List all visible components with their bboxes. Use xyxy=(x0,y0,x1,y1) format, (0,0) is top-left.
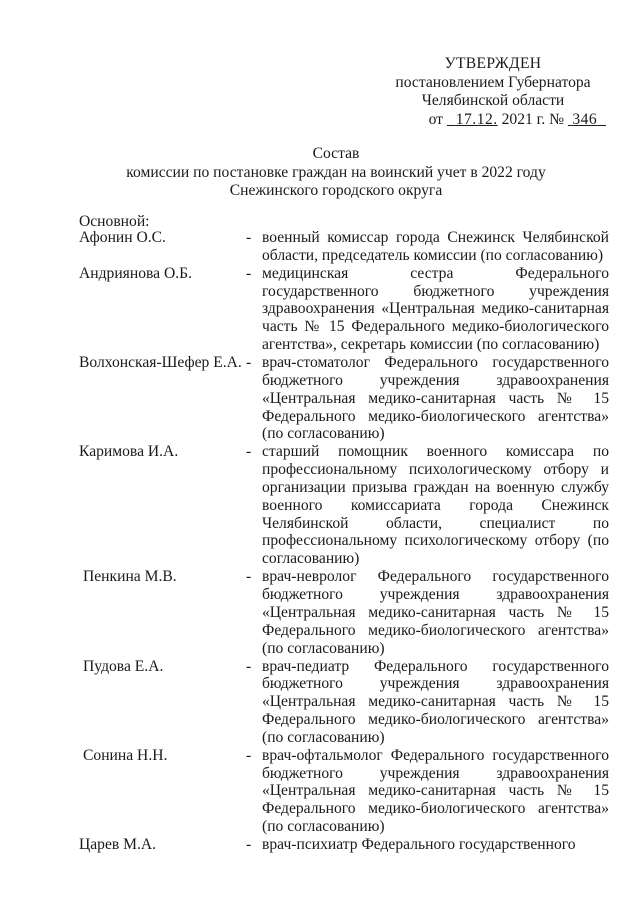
title-line-3: Снежинского городского округа xyxy=(229,182,443,199)
section-label: Основной: xyxy=(79,213,150,230)
member-dash: - xyxy=(246,354,252,372)
member-dash: - xyxy=(246,229,252,246)
member-name: Волхонская-Шефер Е.А. xyxy=(79,354,242,372)
members-list xyxy=(79,229,609,854)
member-dash: - xyxy=(246,746,252,764)
approval-date: 17.12. xyxy=(455,110,498,128)
member-name: Сонина Н.Н. xyxy=(83,746,168,764)
member-role: медицинская сестра Федерального государственного бюджетного учреждения здравоохранения «Центральная медико-санитарная часть № 15 Федерального медико-биологического агентства», секретарь комиссии (по согласованию) xyxy=(262,264,609,354)
member-dash: - xyxy=(246,836,252,854)
member-dash: - xyxy=(246,568,252,586)
approval-line-1: постановлением Губернатора xyxy=(395,73,591,91)
member-row xyxy=(79,568,609,657)
member-row xyxy=(79,265,609,354)
member-role: военный комиссар города Снежинск Челябинской области, председатель комиссии (по согласованию) xyxy=(262,229,609,264)
approval-date-prefix: от xyxy=(428,110,443,128)
member-role: врач-стоматолог Федерального государственного бюджетного учреждения здравоохранения «Центральная медико-санитарная часть № 15 Федерального медико-биологического агентства» (по согласованию) xyxy=(262,354,609,443)
approval-number: 346 xyxy=(572,110,598,128)
member-dash: - xyxy=(246,264,252,282)
approval-line-2: Челябинской области xyxy=(421,92,565,109)
approval-year: 2021 г. № xyxy=(501,110,564,128)
member-role: врач-невролог Федерального государственного бюджетного учреждения здравоохранения «Центральная медико-санитарная часть № 15 Федерального медико-биологического агентства» (по согласованию) xyxy=(262,568,609,657)
approval-stamp xyxy=(380,55,606,129)
member-name: Пудова Е.А. xyxy=(83,657,164,675)
member-dash: - xyxy=(246,657,252,675)
member-name: Андриянова О.Б. xyxy=(79,264,192,282)
member-role: врач-психиатр Федерального государственного xyxy=(262,836,576,854)
member-name: Пенкина М.В. xyxy=(83,568,177,586)
member-role: старший помощник военного комиссара по профессиональному психологическому отбору и организации призыва граждан на военную службу военного комиссариата города Снежинск Челябинской области, специалист по профессиональному психологическому отбору (по согласованию) xyxy=(262,443,609,568)
member-dash: - xyxy=(246,443,252,461)
approval-date-line xyxy=(380,111,606,130)
document-title xyxy=(0,145,640,201)
member-row xyxy=(79,836,609,854)
member-name: Каримова И.А. xyxy=(79,443,179,461)
approval-heading: УТВЕРЖДЕН xyxy=(444,55,542,72)
member-row xyxy=(79,747,609,836)
member-role: врач-офтальмолог Федерального государственного бюджетного учреждения здравоохранения «Центральная медико-санитарная часть № 15 Федерального медико-биологического агентства» (по согласованию) xyxy=(262,746,609,836)
member-row xyxy=(79,354,609,443)
member-row xyxy=(79,658,609,747)
member-name: Царев М.А. xyxy=(79,836,157,854)
title-line-2: комиссии по постановке граждан на воинский учет в 2022 году xyxy=(126,163,546,181)
member-role: врач-педиатр Федерального государственного бюджетного учреждения здравоохранения «Центральная медико-санитарная часть № 15 Федерального медико-биологического агентства» (по согласованию) xyxy=(262,657,609,746)
member-row xyxy=(79,229,609,265)
title-line-1: Состав xyxy=(312,145,360,162)
member-name: Афонин О.С. xyxy=(79,229,166,246)
member-row xyxy=(79,443,609,568)
